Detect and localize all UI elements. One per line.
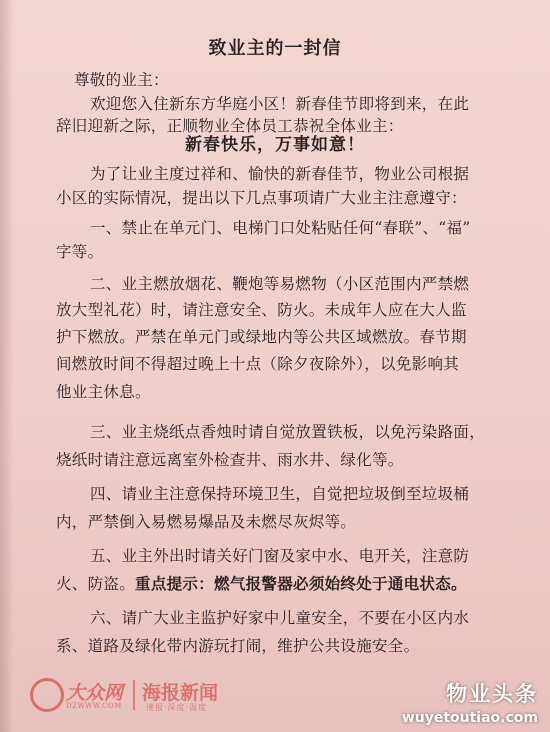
intro-line-1: 欢迎您入住新东方华庭小区！新春佳节即将到来，在此 [90, 95, 470, 113]
dazhong-watermark [30, 676, 230, 716]
item-1-line-2: 字等。 [56, 243, 104, 261]
item-1-line-1: 一、禁止在单元门、电梯门口处粘贴任何“春联”、“福” [90, 219, 471, 237]
watermark-slogan: 速报·深度·温度 [146, 703, 208, 712]
watermark-cn: 物业头条 [446, 682, 538, 706]
dazhong-logo-icon [30, 678, 64, 712]
item-6-line-1: 六、请广大业主监护好家中儿童安全，不要在小区内水 [90, 609, 470, 627]
purpose-line-1: 为了让业主度过祥和、愉快的新春佳节，物业公司根据 [90, 165, 470, 183]
salutation: 尊敬的业主： [74, 71, 169, 89]
watermark-brand: 大众网 [66, 682, 124, 704]
item-2-line-3: 护下燃放。严禁在单元门或绿地内等公共区域燃放。春节期 [56, 328, 467, 346]
watermark-brand-2: 海报新闻 [142, 682, 219, 704]
item-2-line-1: 二、业主燃放烟花、鞭炮等易燃物（小区范围内严禁燃 [90, 275, 470, 293]
item-4-line-2: 内，严禁倒入易燃易爆品及未燃尽灰烬等。 [56, 513, 357, 531]
item-2-line-4: 间燃放时间不得超过晚上十点（除夕夜除外），以免影响其 [56, 355, 460, 373]
item-3-line-1: 三、业主烧纸点香烛时请自觉放置铁板，以免污染路面， [90, 423, 486, 441]
watermark-divider [133, 680, 135, 710]
item-4-line-1: 四、请业主注意保持环境卫生，自觉把垃圾倒至垃圾桶 [90, 485, 470, 503]
wuye-watermark [402, 678, 538, 726]
letter-title: 致业主的一封信 [208, 38, 342, 59]
item-3-line-2: 烧纸时请注意远离室外检查井、雨水井、绿化等。 [56, 451, 404, 469]
item-2-line-5: 他业主休息。 [56, 383, 151, 401]
intro-line-2: 辞旧迎新之际，正顺物业全体员工恭祝全体业主： [56, 117, 404, 135]
item-5-line-2-text: 火、防盗。 [56, 575, 136, 593]
page-shadow [0, 0, 14, 732]
watermark-en: wuyetoutiao.com [401, 710, 538, 726]
purpose-line-2: 小区的实际情况，提出以下几点事项请广大业主注意遵守： [56, 189, 467, 207]
item-5-line-1: 五、业主外出时请关好门窗及家中水、电开关，注意防 [90, 547, 470, 565]
watermark-url: DZWWW.COM [66, 702, 122, 710]
item-2-line-2: 放大型礼花）时，请注意安全、防火。未成年人应在大人监 [56, 301, 467, 319]
key-reminder: 重点提示：燃气报警器必须始终处于通电状态。 [135, 574, 467, 593]
item-5-line-2 [56, 572, 467, 594]
new-year-greeting: 新春快乐，万事如意！ [185, 135, 365, 155]
item-6-line-2: 系、道路及绿化带内游玩打闹，维护公共设施安全。 [56, 637, 420, 655]
